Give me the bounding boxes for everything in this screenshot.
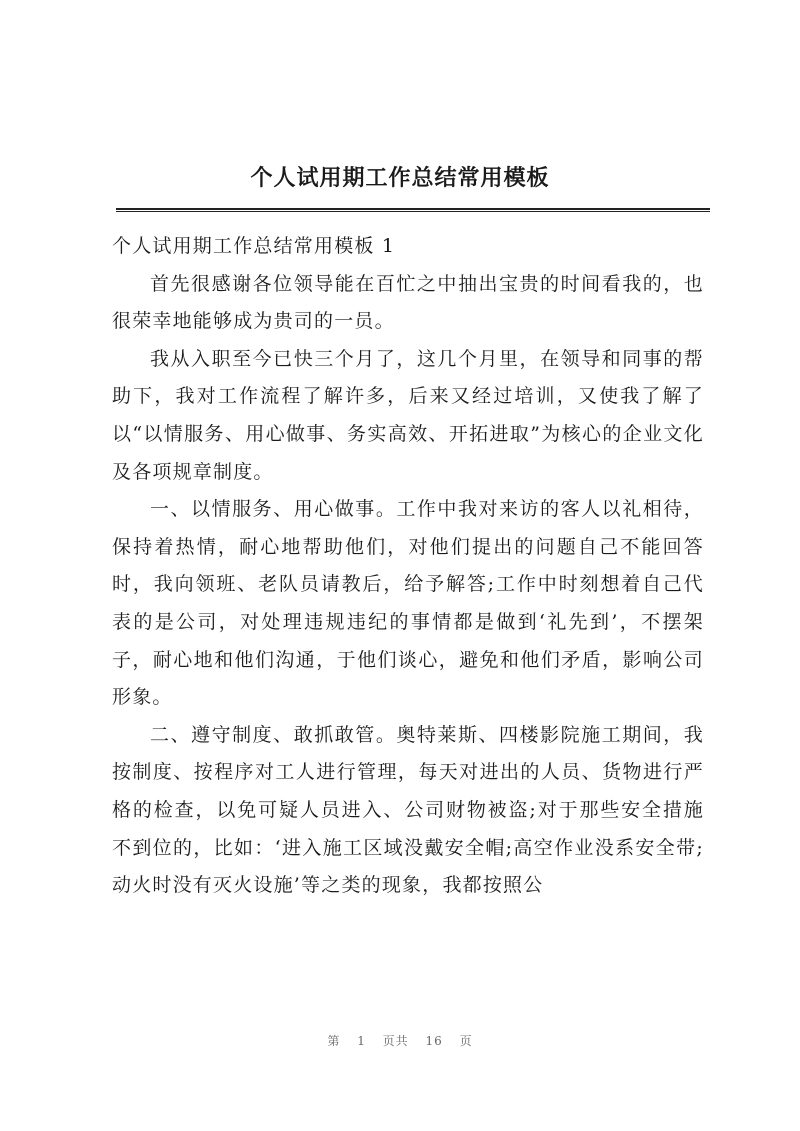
paragraph: 一、以情服务、用心做事。工作中我对来访的客人以礼相待，保持着热情，耐心地帮助他们，对他们提出的问题自己不能回答时，我向领班、老队员请教后，给予解答;工作中时刻想着自己代表的是公司，对处理违规违纪的事情都是做到‘礼先到’，不摆架子，耐心地和他们沟通，于他们谈心，避免和他们矛盾，影响公司形象。: [112, 498, 704, 709]
total-pages-number: 16: [425, 1034, 443, 1048]
paragraph: 二、遵守制度、敢抓敢管。奥特莱斯、四楼影院施工期间，我按制度、按程序对工人进行管理，每天对进出的人员、货物进行严格的检查，以免可疑人员进入、公司财物被盗;对于那些安全措施不到位的，比如：‘进入施工区域没戴安全帽;高空作业没系安全带;动火时没有灭火设施’等之类的现象，我都按照公: [112, 723, 704, 897]
page-footer: [0, 1032, 800, 1049]
footer-mid: 页共: [382, 1034, 409, 1048]
title-divider: [116, 208, 710, 212]
paragraph: 我从入职至今已快三个月了，这几个月里，在领导和同事的帮助下，我对工作流程了解许多，后来又经过培训，又使我了解了以“以情服务、用心做事、务实高效、开拓进取”为核心的企业文化及各项规章制度。: [112, 347, 704, 483]
footer-suffix: 页: [459, 1034, 473, 1048]
paragraph: 首先很感谢各位领导能在百忙之中抽出宝贵的时间看我的，也很荣幸地能够成为贵司的一员。: [112, 272, 704, 333]
footer-prefix: 第: [327, 1034, 341, 1048]
document-body: [112, 228, 704, 905]
document-title: 个人试用期工作总结常用模板: [250, 165, 550, 191]
current-page-number: 1: [357, 1034, 366, 1048]
section-heading: 个人试用期工作总结常用模板 1: [112, 235, 396, 257]
